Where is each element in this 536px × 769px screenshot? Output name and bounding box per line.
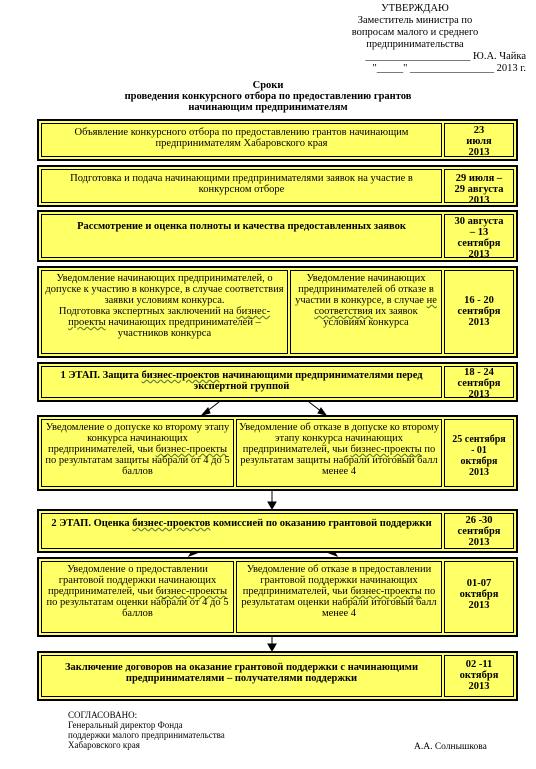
- footer-line-3: Хабаровского края: [68, 740, 140, 750]
- stage-row-1-date-1: 23: [473, 125, 485, 136]
- approval-block: [300, 3, 530, 75]
- stage-row-8-left: [41, 561, 234, 633]
- stage-row-5: [37, 362, 518, 402]
- stage-row-7-date-1: 26 -30: [465, 515, 493, 526]
- stage-row-1-date-3: 2013: [468, 147, 490, 158]
- stage-row-6-date-4: 2013: [469, 467, 489, 478]
- stage-row-7-underlined: бизнес-проектов: [132, 518, 211, 529]
- stage-row-4-left: [41, 270, 288, 354]
- stage-row-2-date-3: 2013: [468, 195, 490, 206]
- stage-row-7-text-2: комиссией по оказанию грантовой поддержки: [210, 518, 432, 529]
- footer-line-2: поддержки малого предпринимательства: [68, 730, 225, 740]
- stage-row-6-date-1: 25 сентября: [452, 434, 506, 445]
- stage-row-3-text: [41, 214, 442, 258]
- stage-row-3-label: Рассмотрение и оценка полноты и качества предоставленных заявок: [77, 221, 406, 232]
- stage-row-4: [37, 266, 518, 358]
- approval-position-1: Заместитель министра по: [357, 15, 473, 26]
- stage-row-5-date: [444, 366, 514, 398]
- stage-row-8-right-text-2: по результатам оценки набрали итоговый балл менее 4: [241, 586, 437, 619]
- stage-row-2-date: [444, 169, 514, 206]
- stage-row-6-date: [444, 419, 514, 487]
- stage-row-5-date-2: сентября: [457, 378, 501, 389]
- stage-row-4-left-text-3: начинающих предпринимателей – участников конкурса: [105, 317, 261, 339]
- footer-agreed: СОГЛАСОВАНО:: [68, 710, 138, 720]
- stage-row-2-text: [41, 169, 442, 203]
- stage-row-3-date-2: – 13: [469, 227, 489, 238]
- stage-row-8-right: [236, 561, 442, 633]
- stage-row-4-right-text-1: Уведомление начинающих предпринимателей об отказе в участии в конкурсе, в случае: [295, 273, 434, 306]
- stage-row-8-left-underlined: бизнес-проекты: [155, 586, 228, 597]
- footer-signature: А.А. Солнышкова: [414, 742, 487, 752]
- stage-row-9-date-1: 02 -11: [465, 659, 493, 670]
- stage-row-4-left-text-1: Уведомление начинающих предпринимателей, о допуске к участию в конкурсе, в случае соответствия заявки условиям конкурса.: [45, 273, 284, 306]
- title-line-3: начинающим предпринимателям: [188, 102, 348, 113]
- stage-row-3: [37, 210, 518, 262]
- stage-row-7-text-1: 2 ЭТАП. Оценка: [51, 518, 133, 529]
- stage-row-4-date: [444, 270, 514, 354]
- stage-row-6-left-text-2: по результатам защиты набрали от 4 до 5 баллов: [45, 455, 230, 477]
- stage-row-3-date-4: 2013: [468, 249, 490, 260]
- stage-row-1-date-2: июля: [466, 136, 492, 147]
- stage-row-7-date: [444, 513, 514, 549]
- stage-row-7-text: [41, 513, 442, 549]
- stage-row-3-date: [444, 214, 514, 258]
- stage-row-9-text: [41, 655, 442, 697]
- stage-row-4-left-text-2: Подготовка экспертных заключений на: [58, 306, 237, 317]
- stage-row-6-date-2: - 01: [471, 445, 487, 456]
- stage-row-8-left-text-1: Уведомление о предоставлении грантовой поддержки начинающих предпринимателей, чьи: [47, 564, 217, 597]
- stage-row-8-date: [444, 561, 514, 633]
- stage-row-4-right-underlined: не соответствия: [314, 295, 437, 317]
- stage-row-1-date: [444, 123, 514, 157]
- stage-row-6: [37, 415, 518, 491]
- stage-row-8-date-2: октября: [459, 589, 499, 600]
- stage-row-2-date-1: 29 июля –: [455, 173, 503, 184]
- title-line-2: проведения конкурсного отбора по предоставлению грантов: [124, 91, 412, 102]
- stage-row-2: [37, 165, 518, 207]
- stage-row-9-label: Заключение договоров на оказание грантовой поддержки с начинающими предпринимателями – получателями поддержки: [65, 662, 418, 684]
- footer-agreed-block: [68, 710, 225, 750]
- stage-row-6-right-text-1: Уведомление об отказе в допуске ко второму этапу конкурса начинающих предпринимателей, чьи: [239, 422, 439, 455]
- stage-row-6-date-3: октября: [460, 456, 498, 467]
- stage-row-2-label: Подготовка и подача начинающими предпринимателями заявок на участие в конкурсном отборе: [70, 173, 413, 195]
- stage-row-8-date-3: 2013: [468, 600, 490, 611]
- stage-row-6-left-text-1: Уведомление о допуске ко второму этапу конкурса начинающих предпринимателей, чьи: [45, 422, 230, 455]
- stage-row-6-right: [236, 419, 442, 487]
- stage-row-5-date-1: 18 - 24: [464, 367, 494, 378]
- approval-date-line: "_____" ________________ 2013 г.: [372, 63, 526, 74]
- stage-row-5-underlined: бизнес-проектов: [141, 370, 220, 381]
- stage-row-5-date-3: 2013: [468, 389, 490, 400]
- page-title: [60, 80, 476, 113]
- stage-row-7-date-3: 2013: [468, 537, 490, 548]
- stage-row-6-left: [41, 419, 234, 487]
- title-line-1: Сроки: [252, 80, 284, 91]
- stage-row-1-label: Объявление конкурсного отбора по предоставлению грантов начинающим предпринимателям Хабаровского края: [74, 127, 409, 149]
- stage-row-9: [37, 651, 518, 701]
- stage-row-8-right-underlined: бизнес-проекты: [350, 586, 422, 597]
- stage-row-4-date-2: сентября: [457, 306, 501, 317]
- stage-row-5-text: [41, 366, 442, 398]
- stage-row-7: [37, 509, 518, 553]
- stage-row-8: [37, 557, 518, 637]
- stage-row-4-left-underlined: бизнес-проекты: [68, 306, 271, 328]
- stage-row-1: [37, 119, 518, 161]
- stage-row-4-right: [290, 270, 442, 354]
- approval-heading: УТВЕРЖДАЮ: [381, 3, 449, 14]
- footer-line-1: Генеральный директор Фонда: [68, 720, 183, 730]
- approval-signature-line: ____________________ Ю.А. Чайка: [365, 51, 526, 62]
- stage-row-8-date-1: 01-07: [466, 578, 492, 589]
- stage-row-5-text-2: начинающими предпринимателями перед экспертной группой: [193, 370, 423, 392]
- stage-row-1-text: [41, 123, 442, 157]
- stage-row-2-date-2: 29 августа: [454, 184, 504, 195]
- approval-position-2: вопросам малого и среднего: [351, 27, 479, 38]
- stage-row-9-date-3: 2013: [468, 681, 490, 692]
- approval-position-3: предпринимательства: [366, 39, 464, 50]
- stage-row-4-date-1: 16 - 20: [464, 295, 494, 306]
- stage-row-3-date-1: 30 августа: [454, 216, 504, 227]
- stage-row-6-right-text-2: по результатам защиты набрали итоговый балл менее 4: [240, 444, 438, 477]
- stage-row-5-text-1: 1 ЭТАП. Защита: [60, 370, 142, 381]
- stage-row-8-left-text-2: по результатам оценки набрали от 4 до 5 баллов: [46, 597, 229, 619]
- stage-row-4-right-text-2: их заявок условиям конкурса: [323, 306, 418, 328]
- stage-row-7-date-2: сентября: [457, 526, 501, 537]
- stage-row-3-date-3: сентября: [457, 238, 501, 249]
- stage-row-9-date: [444, 655, 514, 697]
- stage-row-6-left-underlined: бизнес-проекты: [155, 444, 228, 455]
- stage-row-9-date-2: октября: [459, 670, 499, 681]
- stage-row-6-right-underlined: бизнес-проекты: [350, 444, 422, 455]
- stage-row-4-date-3: 2013: [468, 317, 490, 328]
- stage-row-8-right-text-1: Уведомление об отказе в предоставлении грантовой поддержки начинающих предпринимателей, чьи: [242, 564, 432, 597]
